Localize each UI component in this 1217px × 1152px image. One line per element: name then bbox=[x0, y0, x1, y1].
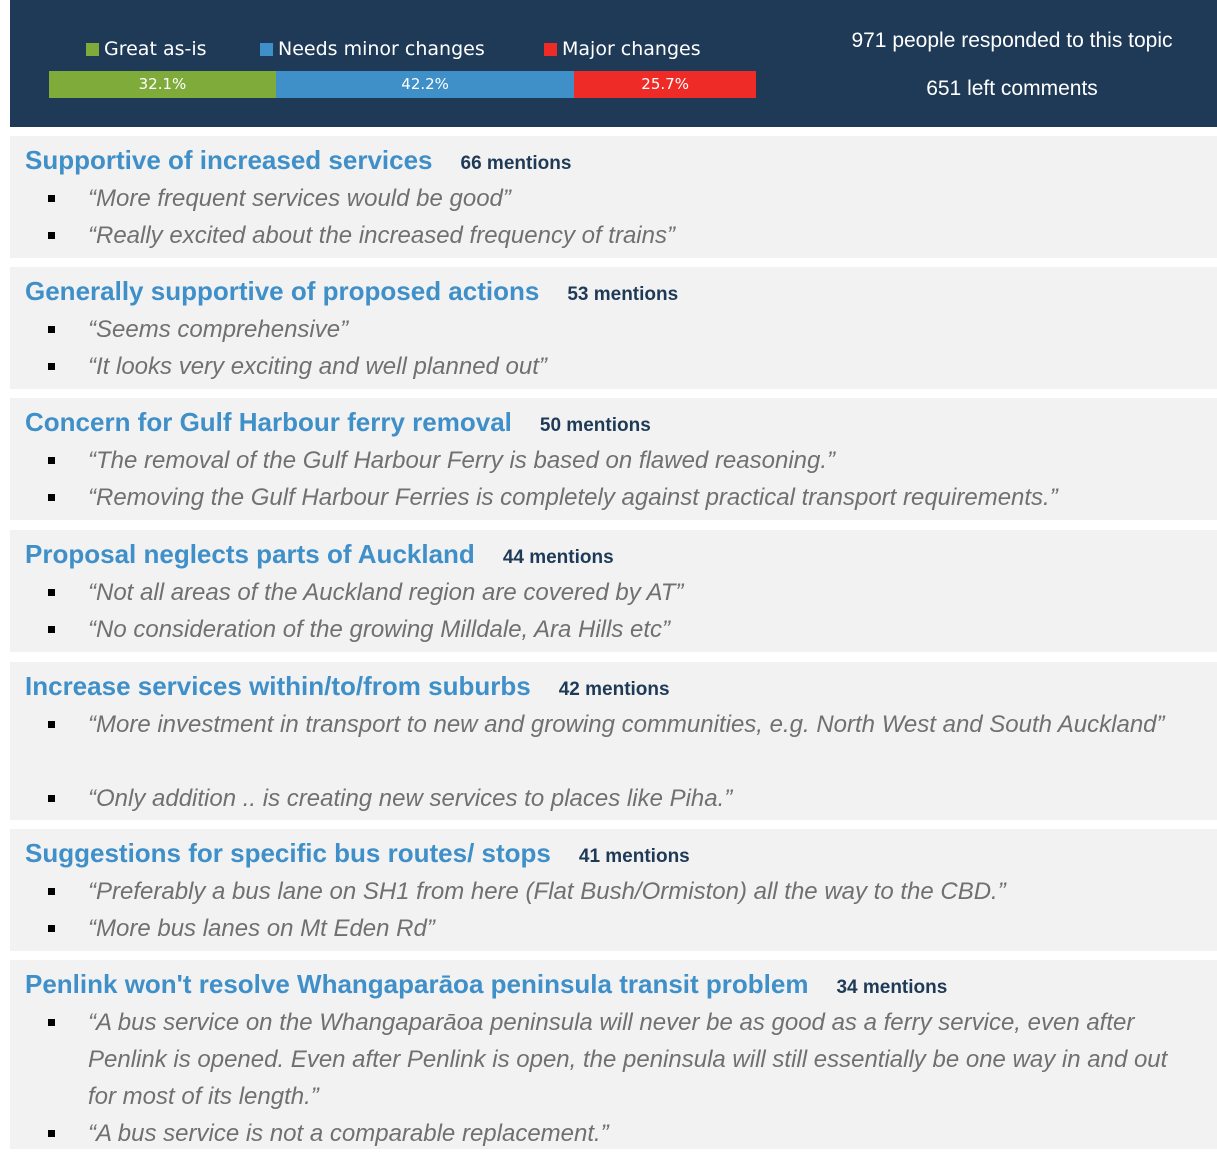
quote: “Really excited about the increased frequency of trains” bbox=[88, 222, 675, 249]
theme-heading bbox=[25, 671, 670, 702]
legend-label-major: Major changes bbox=[562, 38, 701, 60]
bullet-icon bbox=[48, 326, 55, 333]
bar-segment-2 bbox=[574, 71, 756, 98]
theme-title: Penlink won't resolve Whangaparāoa peninsula transit problem bbox=[25, 969, 809, 999]
mention-count: 34 mentions bbox=[836, 977, 948, 998]
theme-title: Suggestions for specific bus routes/ stops bbox=[25, 838, 551, 868]
quote: “More frequent services would be good” bbox=[88, 185, 511, 212]
responded-count: 971 people responded to this topic bbox=[851, 29, 1173, 52]
quote: “A bus service is not a comparable replacement.” bbox=[88, 1120, 609, 1147]
mention-count: 44 mentions bbox=[502, 547, 614, 568]
stacked-bar-chart bbox=[49, 71, 756, 98]
bullet-icon bbox=[48, 795, 55, 802]
legend-label-great: Great as-is bbox=[104, 38, 207, 60]
bar-segment-0 bbox=[49, 71, 276, 98]
quote: “It looks very exciting and well planned out” bbox=[88, 353, 547, 380]
bar-segment-label: 32.1% bbox=[138, 75, 187, 93]
mention-count: 42 mentions bbox=[558, 679, 670, 700]
mention-count: 41 mentions bbox=[578, 846, 690, 867]
theme-section bbox=[10, 530, 1217, 652]
legend-swatch-great bbox=[86, 43, 99, 56]
bullet-icon bbox=[48, 888, 55, 895]
quote: “Not all areas of the Auckland region are covered by AT” bbox=[88, 579, 684, 606]
bullet-icon bbox=[48, 195, 55, 202]
theme-title: Generally supportive of proposed actions bbox=[25, 276, 540, 306]
bullet-icon bbox=[48, 232, 55, 239]
quote: “More bus lanes on Mt Eden Rd” bbox=[88, 915, 435, 942]
bullet-icon bbox=[48, 721, 55, 728]
mention-count: 50 mentions bbox=[539, 415, 651, 436]
bullet-icon bbox=[48, 925, 55, 932]
legend-swatch-minor bbox=[260, 43, 273, 56]
quote: “A bus service on the Whangaparāoa peninsula will never be as good as a ferry service, even after Penlink is opened. Even after Penlink is open, the peninsula will still essentially be one way in and out for most of its length.” bbox=[88, 1009, 1168, 1110]
legend-swatch-major bbox=[544, 43, 557, 56]
theme-heading bbox=[25, 407, 651, 438]
quote: “Preferably a bus lane on SH1 from here (Flat Bush/Ormiston) all the way to the CBD.” bbox=[88, 878, 1006, 905]
bar-segment-label: 42.2% bbox=[401, 75, 449, 93]
quote: “Removing the Gulf Harbour Ferries is completely against practical transport requirements.” bbox=[88, 484, 1058, 511]
theme-section bbox=[10, 662, 1217, 820]
bullet-icon bbox=[48, 363, 55, 370]
summary-banner bbox=[10, 0, 1217, 127]
quote: “The removal of the Gulf Harbour Ferry is based on flawed reasoning.” bbox=[88, 447, 836, 474]
comments-count: 651 left comments bbox=[926, 77, 1098, 100]
quote: “Seems comprehensive” bbox=[88, 316, 349, 343]
legend-item-minor bbox=[260, 38, 485, 60]
theme-title: Increase services within/to/from suburbs bbox=[25, 671, 531, 701]
theme-heading bbox=[25, 539, 614, 570]
bullet-icon bbox=[48, 1130, 55, 1137]
theme-title: Concern for Gulf Harbour ferry removal bbox=[25, 407, 512, 437]
legend-item-major bbox=[544, 38, 701, 60]
theme-heading bbox=[25, 969, 947, 1000]
quote: “More investment in transport to new and growing communities, e.g. North West and South Auckland” bbox=[88, 711, 1165, 738]
bar-segment-1 bbox=[276, 71, 574, 98]
theme-heading bbox=[25, 145, 571, 176]
theme-heading bbox=[25, 838, 690, 869]
bullet-icon bbox=[48, 457, 55, 464]
theme-heading bbox=[25, 276, 678, 307]
quote: “Only addition .. is creating new services to places like Piha.” bbox=[88, 785, 733, 812]
mention-count: 53 mentions bbox=[567, 284, 679, 305]
bar-segment-label: 25.7% bbox=[641, 75, 689, 93]
legend-item-great bbox=[86, 38, 207, 60]
bullet-icon bbox=[48, 626, 55, 633]
legend-label-minor: Needs minor changes bbox=[278, 38, 485, 60]
theme-section bbox=[10, 829, 1217, 951]
bullet-icon bbox=[48, 589, 55, 596]
theme-title: Proposal neglects parts of Auckland bbox=[25, 539, 475, 569]
theme-title: Supportive of increased services bbox=[25, 145, 433, 175]
theme-section bbox=[10, 960, 1217, 1149]
bullet-icon bbox=[48, 494, 55, 501]
mention-count: 66 mentions bbox=[460, 153, 572, 174]
theme-section bbox=[10, 267, 1217, 389]
bullet-icon bbox=[48, 1019, 55, 1026]
theme-section bbox=[10, 136, 1217, 258]
theme-section bbox=[10, 398, 1217, 520]
quote: “No consideration of the growing Milldale, Ara Hills etc” bbox=[88, 616, 671, 643]
